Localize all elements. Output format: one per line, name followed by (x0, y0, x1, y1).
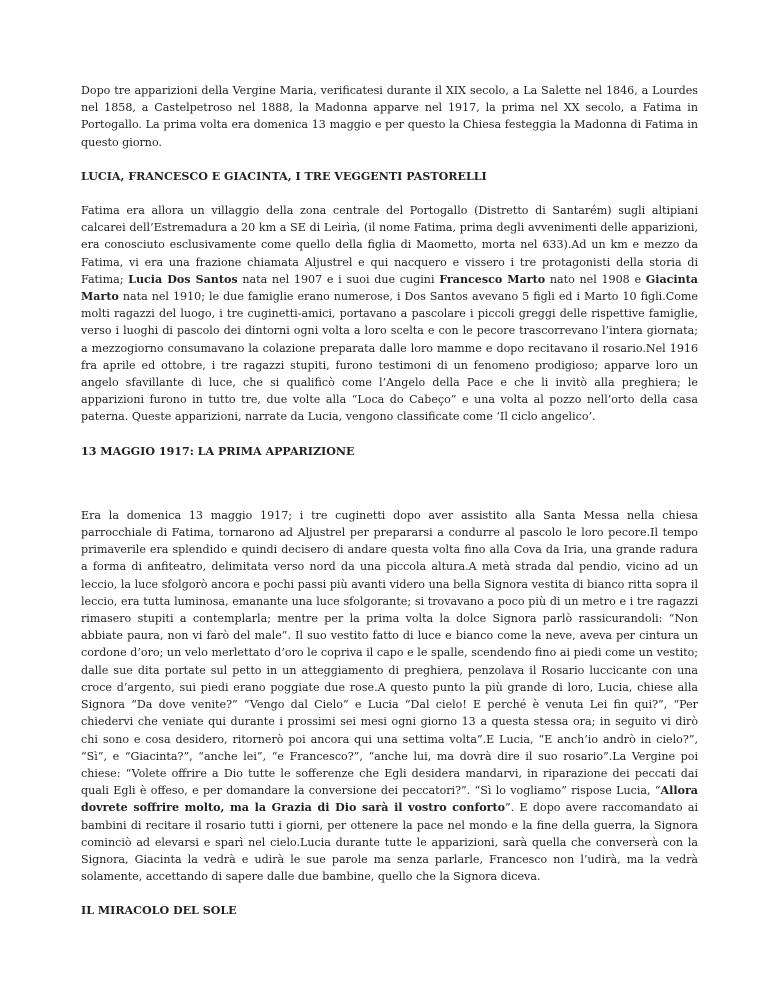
intro-text: Dopo tre apparizioni della Vergine Maria, verificatesi durante il XIX secolo, a La Salette nel 1846, a Lourdes nel 1858, a Castelpetroso nel 1888, la Madonna apparve nel 1917, la prima nel XX secolo, a Fatima in Portogallo. La prima volta era domenica 13 maggio e per questo la Chiesa festeggia la Madonna di Fatima in questo giorno. (81, 84, 698, 149)
text-span: Era la domenica 13 maggio 1917; i tre cuginetti dopo aver assistito alla Santa Messa nella chiesa parrocchiale di Fatima, tornarono ad Aljustrel per prepararsi a condurre al pascolo le loro pecore.Il tempo primaverile era splendido e quindi decisero di andare questa volta fino alla Cova da Iria, una grande radura a forma di anfiteatro, delimitata verso nord da una piccola altura.A metà strada dal pendio, vicino ad un leccio, la luce sfolgorò ancora e pochi passi più avanti videro una bella Signora vestita di bianco ritta sopra il leccio, era tutta luminosa, emanante una luce sfolgorante; si trovavano a poco più di un metro e i tre ragazzi rimasero stupiti a contemplarla; mentre per la prima volta la dolce Signora parlò rassicurandoli: “Non abbiate paura, non vi farò del male”. Il suo vestito fatto di luce e bianco come la neve, aveva per cintura un cordone d’oro; un velo merlettato d’oro le copriva il capo e le spalle, scendendo fino ai piedi come un vestito; dalle sue dita portate sul petto in un atteggiamento di preghiera, penzolava il Rosario luccicante con una croce d’argento, sui piedi erano poggiate due rose.A questo punto la più grande di loro, Lucia, chiese alla Signora “Da dove venite?” “Vengo dal Cielo” e Lucia “Dal cielo! E perché è venuta Lei fin qui?”, “Per chiedervi che veniate qui durante i prossimi sei mesi ogni giorno 13 a questa stessa ora; in seguito vi dirò chi sono e cosa desidero, ritornerò poi ancora qui una settima volta”.E Lucia, “E anch’io andrò in cielo?”, “Sì”, e “Giacinta?”, “anche lei”, “e Francesco?”, “anche lui, ma dovrà dire il suo rosario”.La Vergine poi chiese: “Volete offrire a Dio tutte le sofferenze che Egli desidera mandarvi, in riparazione dei peccati dai quali Egli è offeso, e per domandare la conversione dei peccatori?”. “Sì lo vogliamo” rispose Lucia, “ (81, 508, 698, 798)
document-body (81, 82, 698, 937)
paragraph-prima-apparizione (81, 507, 698, 885)
text-span: nata nel 1907 e i suoi due cugini (237, 272, 440, 286)
spacer (81, 477, 698, 507)
heading-veggenti: LUCIA, FRANCESCO E GIACINTA, I TRE VEGGENTI PASTORELLI (81, 169, 487, 183)
name-francesco: Francesco Marto (439, 272, 546, 286)
name-giacinta: Giacinta Marto (81, 272, 698, 304)
text-span: ”. E dopo avere raccomandato ai bambini di recitare il rosario tutti i giorni, per ottenere la pace nel mondo e la fine della guerra, la Signora cominciò ad elevarsi e sparì nel cielo.Lucia durante tutte le apparizioni, sarà quella che converserà con la Signora, Giacinta la vedrà e udirà le sue parole ma senza parlarle, Francesco non l’udirà, ma la vedrà solamente, accettando di sapere dalle due bambine, quello che la Signora diceva. (81, 801, 699, 884)
text-span: Fatima era allora un villaggio della zona centrale del Portogallo (Distretto di Santarém) sugli altipiani calcarei dell’Estremadura a 20 km a SE di Leirìa, (il nome Fatima, prima degli avvenimenti delle apparizioni, era conosciuto esclusivamente come quello della figlia di Maometto, morta nel 633).Ad un km e mezzo da Fatima, vi era una frazione chiamata Aljustrel e qui nacquero e vissero i tre protagonisti della storia di Fatima; (81, 204, 698, 286)
text-span: nata nel 1910; le due famiglie erano numerose, i Dos Santos avevano 5 figli ed i Marto 10 figli.Come molti ragazzi del luogo, i tre cuginetti-amici, portavano a pascolare i piccoli greggi delle rispettive famiglie, verso i luoghi di pascolo dei dintorni ogni volta a loro scelta e con le pecore trascorrevano l’intera giornata; a mezzogiorno consumavano la colazione preparata dalle loro mamme e dopo recitavano il rosario.Nel 1916 fra aprile ed ottobre, i tre ragazzi stupiti, furono testimoni di un fenomeno prodigioso; apparve loro un angelo sfavillante di luce, che si qualificò come l’Angelo della Pace e che li invitò alla preghiera; le apparizioni furono in tutto tre, due volte alla “Loca do Cabeço” e una volta al pozzo nell’orto della casa paterna. Queste apparizioni, narrate da Lucia, vengono classificate come ‘Il ciclo angelico’. (81, 290, 698, 424)
paragraph-veggenti (81, 202, 698, 426)
bold-quote: Allora dovrete soffrire molto, ma la Grazia di Dio sarà il vostro conforto (81, 784, 698, 815)
text-span: nato nel 1908 e (545, 272, 646, 286)
name-lucia: Lucia Dos Santos (128, 272, 238, 286)
intro-paragraph (81, 82, 698, 151)
heading-miracolo-sole: IL MIRACOLO DEL SOLE (81, 904, 237, 918)
heading-prima-apparizione: 13 MAGGIO 1917: LA PRIMA APPARIZIONE (81, 444, 355, 458)
